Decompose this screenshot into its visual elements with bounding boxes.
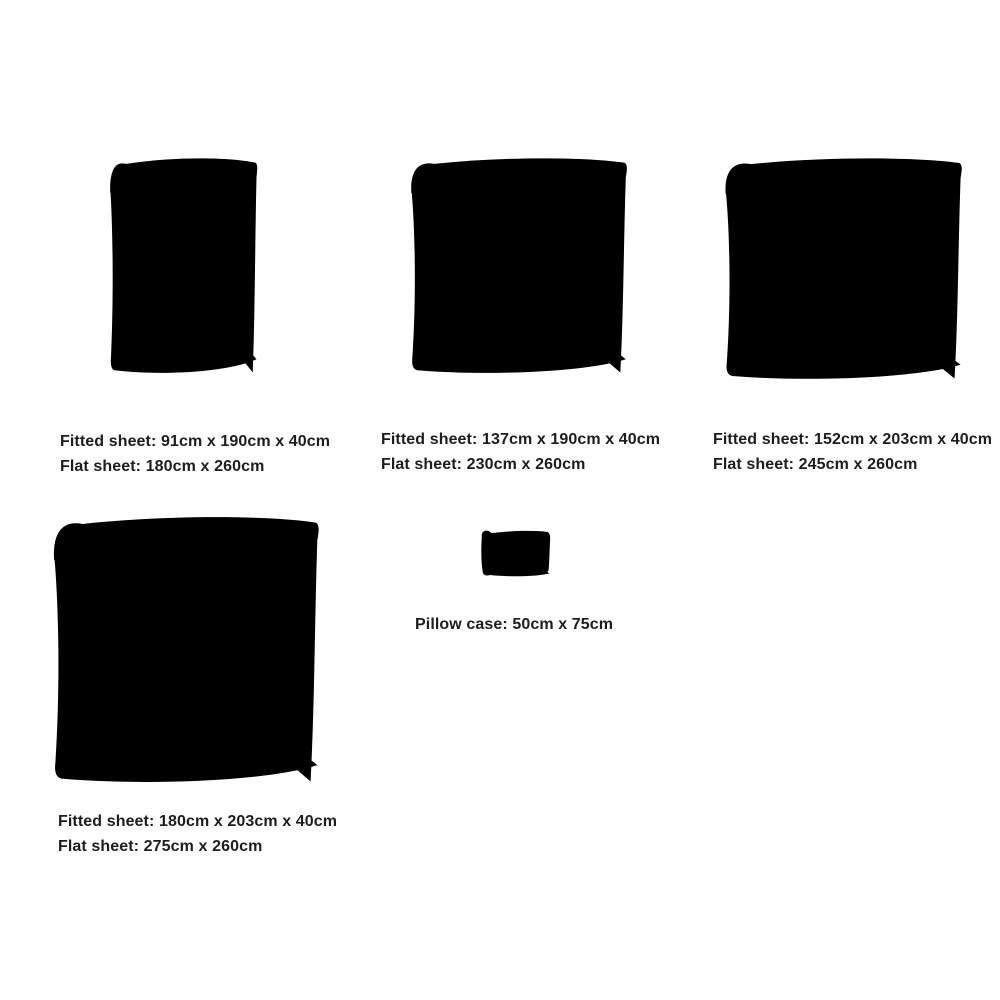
single-bed-sketch bbox=[108, 155, 258, 382]
queen-bed-letter bbox=[963, 155, 964, 156]
queen-bed-sketch bbox=[722, 155, 963, 388]
single-bed-caption bbox=[60, 429, 330, 479]
queen-pillow-right-icon bbox=[855, 185, 919, 227]
pillow-case-size: Pillow case: 50cm x 75cm bbox=[415, 616, 614, 633]
king-pillow-right-icon bbox=[195, 553, 263, 596]
queen-fitted-sheet-size: Fitted sheet: 152cm x 203cm x 40cm bbox=[713, 431, 993, 448]
queen-bed-caption bbox=[713, 427, 992, 477]
double-bed-sketch bbox=[408, 155, 628, 382]
double-pillow-right-icon bbox=[528, 185, 593, 226]
single-bed-drawing bbox=[108, 155, 258, 377]
king-bed-drawing bbox=[50, 513, 320, 787]
king-fitted-sheet-size: Fitted sheet: 180cm x 203cm x 40cm bbox=[58, 813, 338, 830]
queen-bed-drawing bbox=[722, 155, 963, 383]
double-mattress-outline bbox=[411, 158, 627, 373]
single-fitted-sheet-size: Fitted sheet: 91cm x 190cm x 40cm bbox=[60, 433, 331, 450]
double-pillow-left-icon bbox=[451, 185, 514, 228]
king-bed-caption bbox=[58, 809, 337, 859]
double-bed-letter bbox=[628, 155, 629, 156]
queen-mattress-outline bbox=[725, 158, 961, 378]
double-bed-drawing bbox=[408, 155, 628, 377]
king-bed-letter bbox=[320, 513, 321, 514]
pillow-case-outline bbox=[481, 531, 550, 577]
single-pillow-icon bbox=[151, 185, 216, 226]
king-bed-sketch bbox=[50, 513, 320, 792]
pillow-case-drawing bbox=[478, 525, 554, 578]
double-fitted-sheet-size: Fitted sheet: 137cm x 190cm x 40cm bbox=[381, 431, 661, 448]
double-bed-caption bbox=[381, 427, 660, 477]
king-mattress-outline bbox=[54, 517, 319, 782]
king-flat-sheet-size: Flat sheet: 275cm x 260cm bbox=[58, 838, 263, 855]
double-flat-sheet-size: Flat sheet: 230cm x 260cm bbox=[381, 456, 586, 473]
king-pillow-left-icon bbox=[115, 553, 184, 596]
queen-flat-sheet-size: Flat sheet: 245cm x 260cm bbox=[713, 456, 918, 473]
pillow-case-sketch bbox=[478, 525, 554, 583]
pillow-case-caption bbox=[415, 612, 613, 637]
single-flat-sheet-size: Flat sheet: 180cm x 260cm bbox=[60, 458, 265, 475]
queen-pillow-left-icon bbox=[775, 187, 839, 228]
single-bed-letter bbox=[258, 155, 259, 156]
